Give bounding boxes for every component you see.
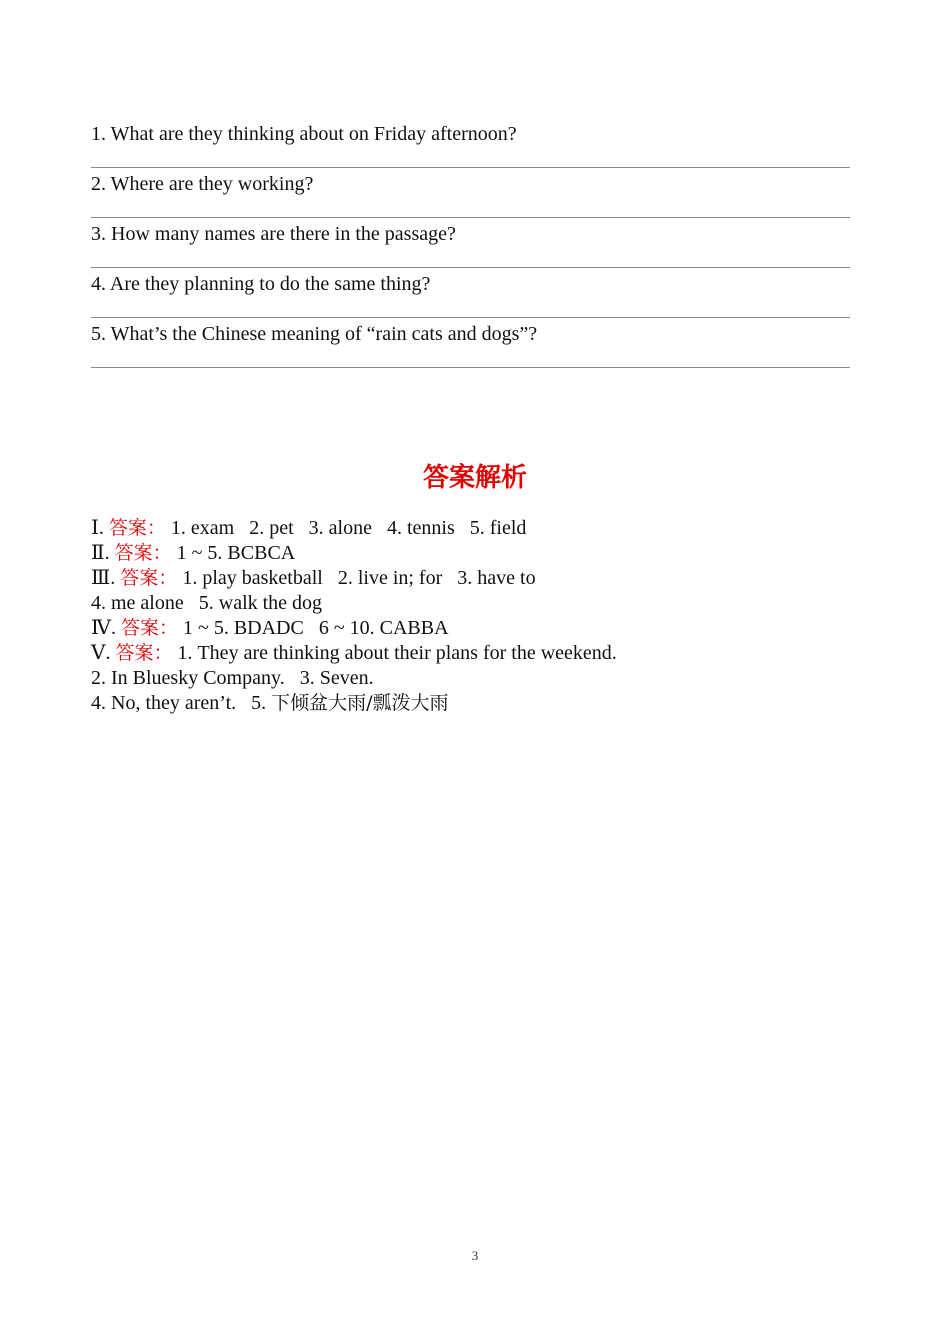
- question-text: 2. Where are they working?: [91, 173, 314, 195]
- answer-row: [91, 616, 891, 641]
- answer-line: [91, 267, 850, 268]
- answer-line: [91, 317, 850, 318]
- question-list: [91, 120, 850, 370]
- answer-text: 4. No, they aren’t. 5.: [91, 692, 272, 714]
- answer-row: [91, 641, 891, 666]
- answer-line: [91, 167, 850, 168]
- answer-text: 1. exam 2. pet 3. alone 4. tennis 5. field: [165, 517, 527, 539]
- answer-row-continued: 2. In Bluesky Company. 3. Seven.: [91, 667, 374, 689]
- answer-row-continued: 4. me alone 5. walk the dog: [91, 592, 323, 614]
- answer-line: [91, 217, 850, 218]
- answer-label: 答案：: [108, 517, 166, 539]
- question-item: [91, 170, 850, 220]
- answer-label: 答案：: [120, 567, 178, 589]
- answer-key: [91, 516, 891, 716]
- answer-row: [91, 541, 891, 566]
- question-text: 4. Are they planning to do the same thing?: [91, 273, 431, 295]
- chinese-answer-text: 下倾盆大雨/瓢泼大雨: [271, 692, 449, 714]
- answer-label: 答案：: [114, 542, 172, 564]
- answer-label: 答案：: [120, 617, 178, 639]
- answer-row: [91, 566, 891, 591]
- page-number: 3: [471, 1248, 479, 1263]
- question-text: 1. What are they thinking about on Friday afternoon?: [91, 123, 517, 145]
- question-item: [91, 120, 850, 170]
- answer-row-continued: [91, 691, 891, 716]
- answer-text: 1. play basketball 2. live in; for 3. have to: [177, 567, 536, 589]
- answer-text: 1 ~ 5. BCBCA: [171, 542, 296, 564]
- answer-text: 1. They are thinking about their plans for the weekend.: [172, 642, 617, 664]
- answer-row: [91, 516, 891, 541]
- section-numeral: Ⅲ.: [91, 567, 121, 589]
- question-item: [91, 320, 850, 370]
- answer-label: 答案：: [115, 642, 173, 664]
- answer-section-title: 答案解析: [422, 463, 527, 493]
- question-item: [91, 220, 850, 270]
- answer-text: 1 ~ 5. BDADC 6 ~ 10. CABBA: [178, 617, 449, 639]
- question-item: [91, 270, 850, 320]
- section-numeral: Ⅴ.: [91, 642, 116, 664]
- question-text: 5. What’s the Chinese meaning of “rain cats and dogs”?: [91, 323, 538, 345]
- section-numeral: Ⅱ.: [91, 542, 115, 564]
- answer-line: [91, 367, 850, 368]
- section-numeral: Ⅰ.: [91, 517, 109, 539]
- section-numeral: Ⅳ.: [91, 617, 121, 639]
- question-text: 3. How many names are there in the passage?: [91, 223, 456, 245]
